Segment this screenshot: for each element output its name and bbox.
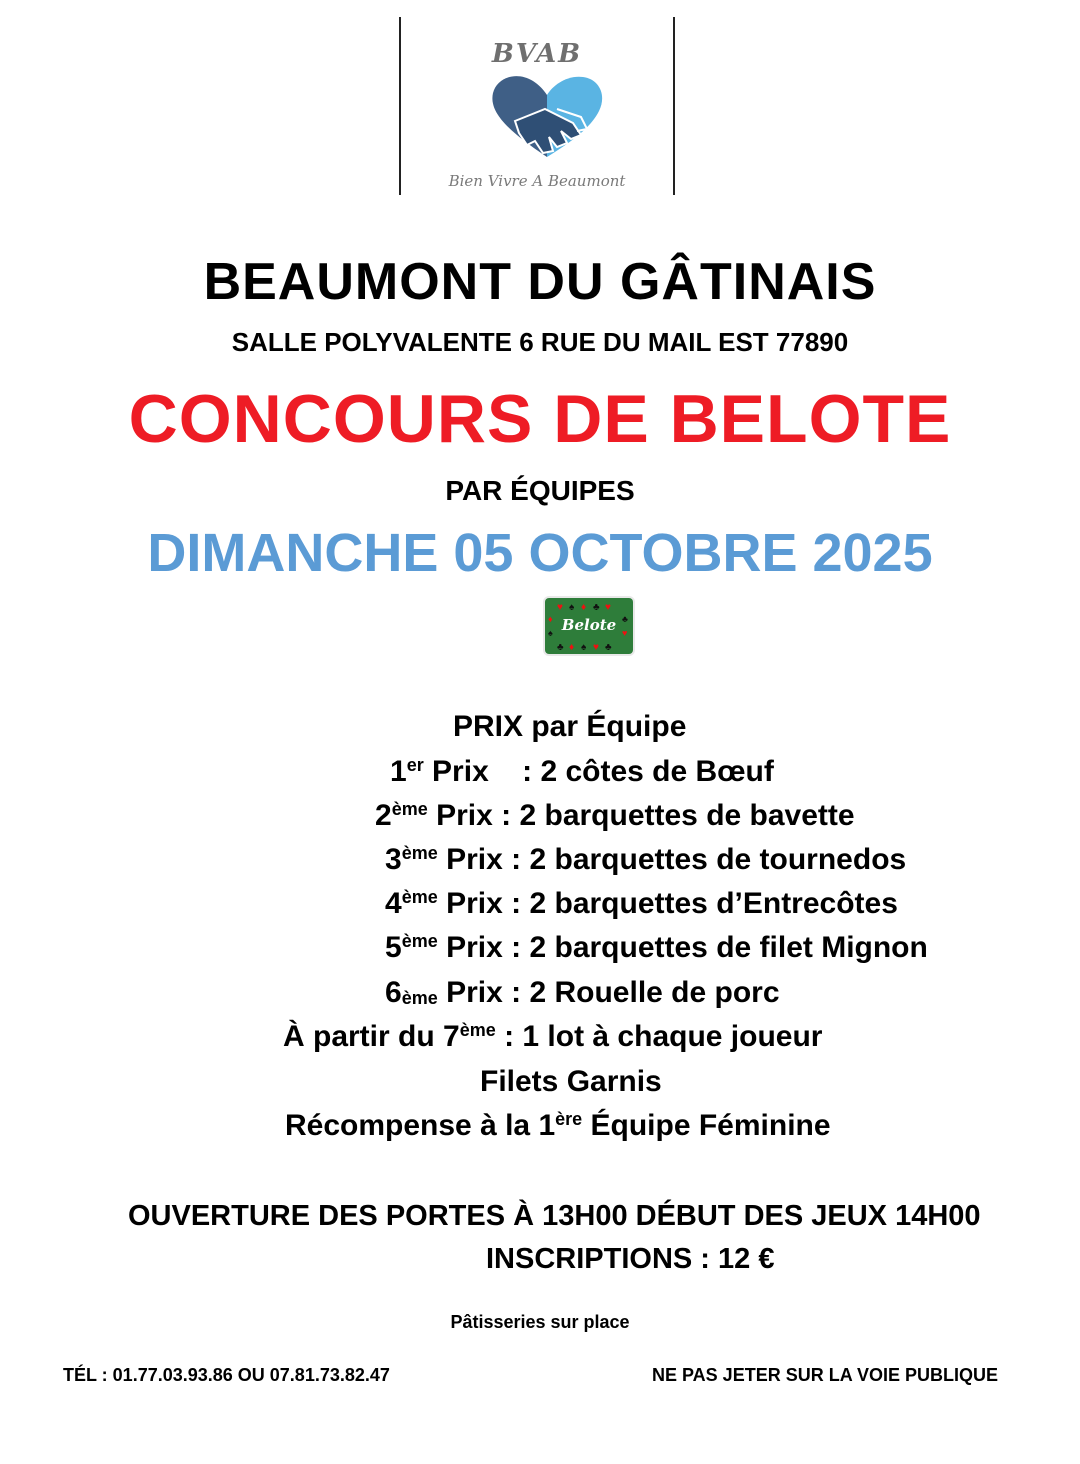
logo-monogram: BVAB xyxy=(491,39,583,69)
town-title: BEAUMONT DU GÂTINAIS xyxy=(203,253,877,311)
svg-text:♠: ♠ xyxy=(548,628,553,638)
svg-text:♦: ♦ xyxy=(569,642,575,653)
prizes-heading: PRIX par Équipe xyxy=(453,710,687,743)
badge-label: Belote xyxy=(561,616,617,634)
svg-text:♥: ♥ xyxy=(622,628,628,638)
svg-text:♣: ♣ xyxy=(622,614,628,624)
prize-line: 4ème Prix : 2 barquettes d’Entrecôtes xyxy=(385,887,898,920)
belote-card-badge-icon xyxy=(545,598,633,654)
event-date: DIMANCHE 05 OCTOBRE 2025 xyxy=(147,523,933,583)
prize-line: 2ème Prix : 2 barquettes de bavette xyxy=(375,799,855,832)
svg-text:♥: ♥ xyxy=(605,602,611,613)
prize-feminine: Récompense à la 1ère Équipe Féminine xyxy=(285,1109,831,1142)
venue-address: SALLE POLYVALENTE 6 RUE DU MAIL EST 77890 xyxy=(231,327,849,357)
svg-text:♥: ♥ xyxy=(593,642,599,653)
contact-phone: TÉL : 01.77.03.93.86 OU 07.81.73.82.47 xyxy=(63,1365,390,1385)
registration-fee: INSCRIPTIONS : 12 € xyxy=(486,1243,775,1275)
svg-text:♥: ♥ xyxy=(557,602,563,613)
event-title: CONCOURS DE BELOTE xyxy=(128,381,952,457)
prize-extra: Filets Garnis xyxy=(480,1065,662,1098)
litter-notice: NE PAS JETER SUR LA VOIE PUBLIQUE xyxy=(652,1365,999,1385)
svg-text:♠: ♠ xyxy=(569,602,575,613)
prize-line: $6_{ème}$ Prix : 2 Rouelle de porc xyxy=(385,976,780,1009)
prize-line: 3ème Prix : 2 barquettes de tournedos xyxy=(385,843,907,876)
svg-text:♠: ♠ xyxy=(581,642,587,653)
svg-text:♦: ♦ xyxy=(581,602,587,613)
opening-hours: OUVERTURE DES PORTES À 13H00 DÉBUT DES JEUX 14H00 xyxy=(128,1200,981,1232)
svg-text:♦: ♦ xyxy=(548,614,553,624)
prize-seventh: À partir du 7ème : 1 lot à chaque joueur xyxy=(283,1020,823,1053)
prize-line: 5ème Prix : 2 barquettes de filet Mignon xyxy=(385,931,928,964)
svg-text:♣: ♣ xyxy=(605,642,612,653)
handshake-heart-logo-icon xyxy=(487,69,607,164)
prize-line: 1er Prix : 2 côtes de Bœuf xyxy=(390,755,774,788)
team-type: PAR ÉQUIPES xyxy=(445,475,635,506)
pastries-note: Pâtisseries sur place xyxy=(450,1312,630,1332)
logo-frame xyxy=(399,17,675,195)
svg-text:♣: ♣ xyxy=(593,602,600,613)
svg-text:♣: ♣ xyxy=(557,642,564,653)
logo-tagline: Bien Vivre A Beaumont xyxy=(448,172,626,190)
